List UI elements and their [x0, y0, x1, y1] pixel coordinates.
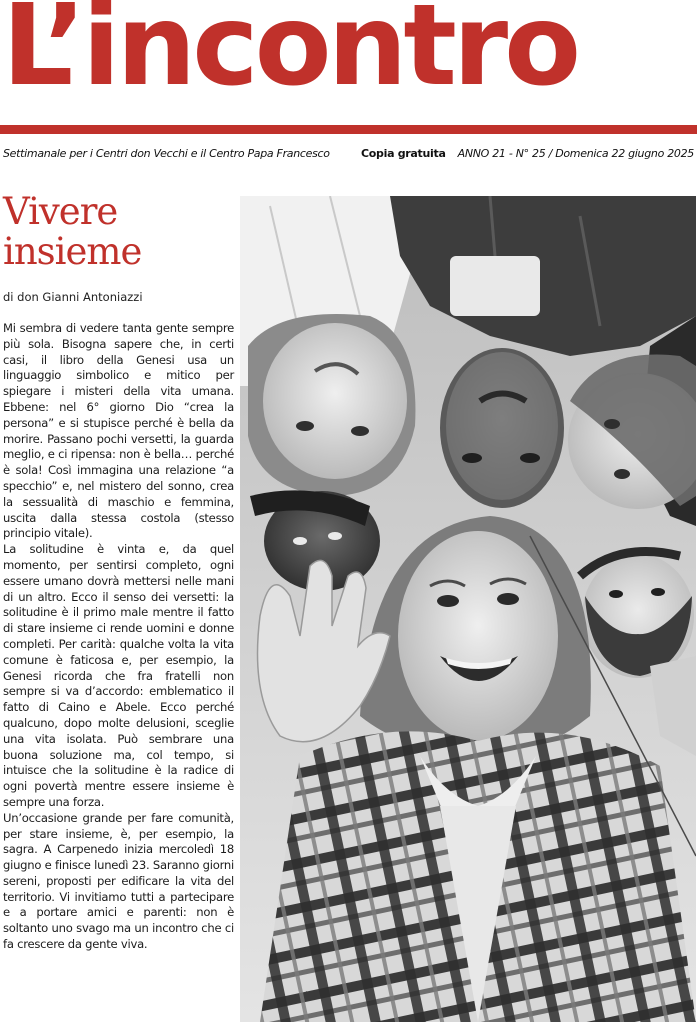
- article-paragraph: Mi sembra di vedere tanta gente sempre più sola. Bisogna sapere che, in certi casi, il libro della Genesi usa un linguaggio simbolico e mitico per spiegare i misteri della vita umana. Ebbene: nel 6° giorno Dio “crea la persona” e si stupisce perché è bella da morire. Passano pochi versetti, la guarda meglio, e ci ripensa: non è bella… perché è sola! Così immagina una relazione “a specchio” e, nel mistero del sonno, crea la sessualità di maschio e femmina, uscita dalla stessa costola (stesso principio vitale).: [3, 321, 234, 541]
- tagline: Settimanale per i Centri don Vecchi e il Centro Papa Francesco: [3, 147, 330, 160]
- article-body: [3, 321, 234, 953]
- article-byline: di don Gianni Antoniazzi: [3, 290, 143, 304]
- article-title: Vivere insieme: [3, 190, 142, 273]
- free-copy-label: Copia gratuita: [361, 147, 446, 160]
- logo-underline: [0, 125, 697, 134]
- article-paragraph: Un’occasione grande per fare comunità, per stare insieme, è, per esempio, la sagra. A Carpenedo inizia mercoledì 18 giugno e finisce lunedì 23. Saranno giorni sereni, proposti per edificare la vita del territorio. Vi invitiamo tutti a partecipare e a portare amici e parenti: non è soltanto uno svago ma un incontro che ci fa crescere da gente viva.: [3, 810, 234, 952]
- issue-info: ANNO 21 - N° 25 / Domenica 22 giugno 2025: [457, 147, 694, 160]
- group-photo: [240, 196, 696, 1022]
- masthead: [0, 0, 699, 140]
- article-paragraph: La solitudine è vinta e, da quel momento, per sentirsi completo, ogni essere umano dovrà mettersi nelle mani di un altro. Ecco il senso dei versetti: la solitudine è il primo male mentre il fatto di stare insieme ci rende uomini e donne completi. Per carità: qualche volta la vita comune è faticosa e, per esempio, la Genesi ricorda che fra fratelli non sempre si va d’accordo: emblematico il fatto di Caino e Abele. Ecco perché qualcuno, dopo molte delusioni, sceglie una vita isolata. Può sembrare una buona soluzione ma, col tempo, si intuisce che la solitudine è la radice di ogni povertà mentre essere insieme è sempre una forza.: [3, 542, 234, 809]
- group-photo-illustration: [240, 196, 696, 1022]
- masthead-subhead: [3, 147, 696, 165]
- newspaper-logo: L’incontro: [2, 0, 578, 111]
